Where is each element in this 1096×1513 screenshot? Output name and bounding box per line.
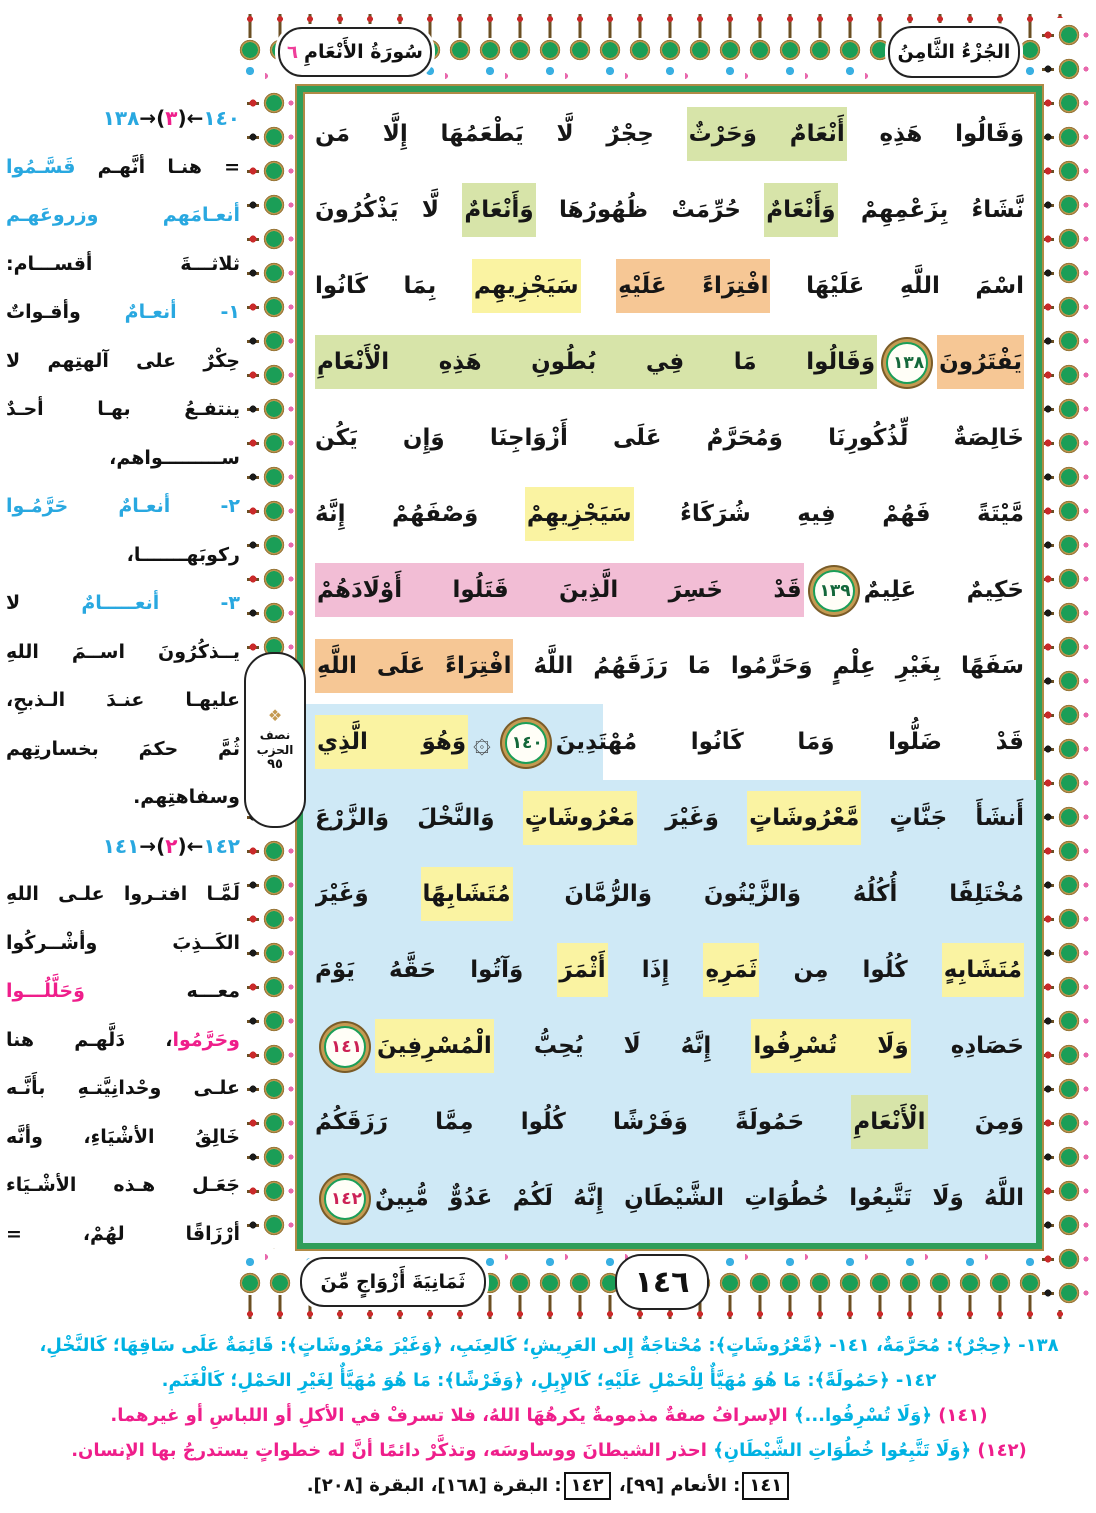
tafsir-segment: ١٤٠: [203, 106, 240, 130]
footnote-segment: (١٤٢): [971, 1440, 1027, 1461]
footnotes: [18, 1328, 1080, 1503]
tafsir-segment: = هنـا أنَّهـم: [75, 155, 240, 178]
quran-line: [315, 172, 1024, 248]
tafsir-segment: خَالِقُ الأشْيَاءِ، وأنَّه: [6, 1125, 240, 1148]
quran-text-segment: وَهُوَ الَّذِي: [315, 715, 468, 769]
quran-text-frame: [297, 86, 1042, 1249]
tafsir-segment: ←(: [177, 106, 204, 130]
tafsir-line: [6, 337, 240, 386]
footnote-line: [18, 1398, 1080, 1433]
tafsir-segment: ركوبَهـــــــا،: [126, 543, 240, 566]
quran-text-segment: وَقَالُوا هَذِهِ: [846, 121, 1024, 147]
juz-title-cartouche: [888, 26, 1020, 78]
tafsir-segment: )→: [139, 833, 166, 858]
quran-line: [315, 476, 1024, 552]
quran-text-segment: وَآتُوا حَقَّهُ يَوْمَ: [315, 957, 558, 983]
tafsir-segment: ←(: [177, 833, 204, 858]
verse-number-medallion: ١٤٠: [505, 722, 547, 764]
quran-text-segment: مُخْتَلِفًا أُكُلُهُ وَالزَّيْتُونَ وَالرُّمَّانَ: [512, 881, 1024, 907]
tafsir-line: [6, 482, 240, 531]
tafsir-line: [6, 967, 240, 1016]
quran-text-segment: سَيَجْزِيهِمْ: [525, 487, 634, 541]
tafsir-segment: ٣- أنعـــــامٌ: [81, 592, 240, 614]
page-number: ١٤٦: [615, 1254, 709, 1310]
quran-line: [315, 324, 1024, 400]
tafsir-line: [6, 1210, 240, 1259]
quran-text-segment: نَّشَاءُ بِزَعْمِهِمْ: [837, 197, 1024, 223]
footnote-segment: (١٤١): [931, 1405, 988, 1426]
tafsir-sidebar: [6, 94, 240, 1258]
tafsir-segment: ثُمَّ حكمَ بخسارتِهم: [6, 737, 240, 760]
footnote-segment: ١٤٢- ﴿حَمُولَةً﴾: مَا هُوَ مُهَيَّأٌ لِلْحَمْلِ عَلَيْهِ؛ كَالإِبِلِ، ﴿وَفَرْشًا﴾: مَا هُوَ مُهَيَّأٌ لِغَيْرِ الحَمْلِ؛ كَالْغَنَمِ.: [161, 1370, 937, 1391]
footnote-segment: ١٣٨- ﴿حِجْرٌ﴾: مُحَرَّمَةٌ، ١٤١- ﴿مَّعْرُوشَاتٍ﴾: مُحْتاجَةٌ إِلى العَرِيشِ؛ كَالعِنَبِ، ﴿وَغَيْرَ مَعْرُوشَاتٍ﴾: قَائِمَةٌ عَلَى سَاقِهَا؛ كَالنَّخْلِ،: [39, 1335, 1059, 1356]
quran-text-segment: مَعْرُوشَاتٍ: [523, 791, 637, 845]
tafsir-segment: ٢: [165, 833, 178, 858]
quran-text: [303, 92, 1036, 1243]
tafsir-line: [6, 870, 240, 919]
quran-text-segment: اللَّهُ وَلَا تَتَّبِعُوا خُطُوَاتِ الشَّيْطَانِ إِنَّهُ لَكُمْ عَدُوٌّ مُّبِينٌ: [375, 1185, 1024, 1211]
tafsir-segment: لَمَّـا افتـروا علـى اللهِ: [6, 883, 240, 905]
tafsir-line: [6, 434, 240, 483]
tafsir-segment: حِكْرٌ على آلهتِهم لا: [6, 349, 240, 372]
quran-text-segment: إِنَّهُ لَا يُحِبُّ: [493, 1033, 752, 1059]
quran-text-segment: الْمُسْرِفِينَ: [375, 1019, 494, 1073]
tafsir-segment: جَعَـل هـذه الأشْـيَاء: [6, 1174, 240, 1196]
quran-text-segment: مُتَشَابِهٍ: [942, 943, 1024, 997]
ornament-strip-right: [1042, 18, 1092, 1310]
footnote-segment: الإسرافُ صفةٌ مذمومةٌ يكرهُهَا اللهُ، فلا تسرفْ في الأكلِ أو اللباسِ أو غيرهما.: [110, 1405, 794, 1426]
verse-number-medallion: ١٤١: [324, 1026, 366, 1068]
quran-text-segment: مَّعْرُوشَاتٍ: [747, 791, 861, 845]
tafsir-line: [6, 94, 240, 143]
footnote-segment: ١٤١: [742, 1472, 789, 1500]
tafsir-segment: عليهـا عنـدَ الـذبحِ،: [6, 689, 240, 711]
quran-line: [315, 248, 1024, 324]
half-hizb-marker: [244, 652, 306, 828]
footnote-segment: : البقرة [١٦٨]، البقرة [٢٠٨].: [306, 1475, 562, 1496]
quran-line: [315, 1084, 1024, 1160]
tafsir-segment: وسفاهتِهم.: [133, 786, 240, 808]
quran-text-segment: وَالنَّخْلَ وَالزَّرْعَ: [315, 805, 523, 831]
quran-text-segment: سَفَهًا بِغَيْرِ عِلْمٍ وَحَرَّمُوا مَا رَزَقَهُمُ اللَّهُ: [513, 653, 1024, 679]
half-hizb-number: ٩٥: [267, 756, 283, 772]
quran-text-segment: مَّيْتَةً فَهُمْ فِيهِ شُرَكَاءُ: [633, 501, 1024, 527]
quran-text-segment: وَأَنْعَامٌ: [462, 183, 535, 237]
surah-title-cartouche: [278, 27, 432, 77]
quran-text-segment: بِمَا كَانُوا: [315, 273, 472, 299]
quran-line: [315, 96, 1024, 172]
quran-text-segment: حَمُولَةً وَفَرْشًا كُلُوا مِمَّا رَزَقَكُمُ: [315, 1109, 852, 1135]
tafsir-segment: ينتفـعُ بهـا أحـدٌ: [6, 398, 240, 420]
catchword-cartouche: [300, 1257, 486, 1307]
quran-text-segment: الْأَنْعَامِ: [851, 1095, 927, 1149]
quran-text-segment: سَيَجْزِيهِم: [472, 259, 581, 313]
catchword-text: ثَمَانِيَةَ أَزْوَاجٍ مِّنَ: [320, 1271, 466, 1293]
quran-text-segment: ثَمَرِهِ: [703, 943, 759, 997]
tafsir-line: [6, 240, 240, 289]
quran-text-segment: حَصَادِهِ: [910, 1033, 1024, 1059]
quran-line: [315, 704, 1024, 780]
tafsir-line: [6, 1016, 240, 1065]
footnote-line: [18, 1468, 1080, 1503]
tafsir-line: [6, 385, 240, 434]
quran-text-segment: مُتَشَابِهًا: [421, 867, 513, 921]
tafsir-segment: ثلاثـــةَ أقســـام:: [6, 252, 240, 275]
quran-text-segment: وَغَيْرَ: [315, 881, 421, 907]
tafsir-segment: وَحَلَّلُـــوا: [6, 980, 85, 1002]
tafsir-segment: وحَرَّمُوا: [172, 1028, 240, 1051]
tafsir-segment: الكَــذِبَ وأشْــركُوا: [6, 931, 240, 954]
quran-line: [315, 856, 1024, 932]
quran-text-segment: قَدْ ضَلُّوا وَمَا كَانُوا مُهْتَدِينَ: [555, 729, 1024, 755]
tafsir-segment: ســـــــــواهم،: [109, 446, 240, 469]
ornament-icon: ❖: [267, 705, 283, 725]
footnote-segment: احذر الشيطانَ ووساوسَه، وتذكَّرْ دائمًا أنَّ له خطواتٍ يستدرجُ بها الإنسان.: [71, 1440, 714, 1461]
tafsir-line: [6, 919, 240, 968]
quran-text-segment: أَثْمَرَ: [557, 943, 607, 997]
quran-text-segment: خَالِصَةٌ لِّذُكُورِنَا وَمُحَرَّمٌ عَلَى أَزْوَاجِنَا وَإِن يَكُن: [315, 425, 1024, 451]
footnote-line: [18, 1328, 1080, 1363]
tafsir-line: [6, 579, 240, 628]
quran-line: [315, 1160, 1024, 1236]
quran-text-segment: اسْمَ اللَّهِ عَلَيْهَا: [770, 273, 1024, 299]
quran-text-segment: كُلُوا مِن: [759, 957, 942, 983]
quran-text-segment: افْتِرَاءً عَلَيْهِ: [616, 259, 770, 313]
tafsir-segment: ١- أنعـامٌ: [124, 301, 240, 323]
quran-text-segment: حَكِيمٌ عَلِيمٌ: [863, 577, 1024, 603]
tafsir-line: [6, 773, 240, 822]
tafsir-line: [6, 143, 240, 192]
tafsir-line: [6, 628, 240, 677]
quran-text-segment: [581, 273, 617, 299]
quran-line: [315, 400, 1024, 476]
quran-text-segment: قَدْ خَسِرَ الَّذِينَ قَتَلُوا أَوْلَادَهُمْ: [315, 563, 804, 617]
verse-number-medallion: ١٣٩: [813, 570, 855, 612]
tafsir-line: [6, 191, 240, 240]
half-hizb-label-1: نصف: [259, 727, 291, 742]
tafsir-segment: قَسَّـمُوا: [6, 155, 76, 178]
tafsir-line: [6, 676, 240, 725]
tafsir-segment: ، دَلَّهـم هنا: [6, 1028, 173, 1051]
tafsir-line: [6, 531, 240, 580]
quran-text-segment: حِجْرٌ لَّا يَطْعَمُهَا إِلَّا مَن: [315, 121, 687, 147]
quran-line: [315, 552, 1024, 628]
footnote-line: [18, 1363, 1080, 1398]
half-hizb-label-2: الحزب: [256, 742, 294, 757]
tafsir-segment: ١٣٨: [102, 106, 140, 130]
quran-text-segment: وَأَنْعَامٌ: [764, 183, 837, 237]
quran-line: [315, 628, 1024, 704]
tafsir-segment: وأقـواتٌ: [6, 301, 125, 323]
tafsir-segment: ٣: [165, 106, 178, 130]
tafsir-segment: علـى وحْدانِيَّتـهِ بأَنَّـه: [6, 1077, 240, 1099]
verse-number-medallion: ١٣٨: [886, 342, 928, 384]
quran-text-segment: أَنْعَامٌ وَحَرْثٌ: [687, 107, 847, 161]
tafsir-segment: ١٤١: [102, 833, 140, 858]
footnote-line: [18, 1433, 1080, 1468]
quran-text-segment: إِذَا: [607, 957, 704, 983]
quran-text-segment: حُرِّمَتْ ظُهُورُهَا: [535, 197, 765, 223]
quran-text-segment: وَمِنَ: [927, 1109, 1024, 1135]
tafsir-segment: )→: [139, 106, 166, 130]
surah-number: ٦: [287, 41, 299, 63]
juz-title: الجُزْءُ الثَّامِنُ: [897, 41, 1011, 63]
tafsir-line: [6, 1113, 240, 1162]
quran-text-segment: لَّا يَذْكُرُونَ: [315, 197, 463, 223]
tafsir-segment: معـــه: [84, 980, 240, 1002]
quran-text-segment: وَلَا تُسْرِفُوا: [751, 1019, 910, 1073]
quran-line: [315, 1008, 1024, 1084]
verse-number-medallion: ١٤٢: [324, 1178, 366, 1220]
quran-text-segment: أَنشَأَ جَنَّاتٍ: [861, 805, 1024, 831]
tafsir-line: [6, 822, 240, 871]
tafsir-segment: أنعـامَهم وزروعَهـم: [6, 204, 240, 226]
quran-line: [315, 932, 1024, 1008]
tafsir-line: [6, 288, 240, 337]
surah-title: سُورَةُ الأَنْعَامِ: [304, 41, 423, 63]
quran-text-segment: افْتِرَاءً عَلَى اللَّهِ: [315, 639, 513, 693]
footnote-segment: ﴿وَلَا تَتَّبِعُوا خُطُوَاتِ الشَّيْطَانِ﴾: [713, 1440, 972, 1461]
rub-el-hizb-icon: ۞: [473, 724, 491, 760]
tafsir-segment: ١٤٢: [203, 833, 240, 858]
footnote-segment: ﴿وَلَا تُسْرِفُوا...﴾: [793, 1405, 932, 1426]
tafsir-line: [6, 1161, 240, 1210]
quran-line: [315, 780, 1024, 856]
tafsir-segment: ٢- أنعـامٌ حَرَّمُـوا: [6, 495, 240, 517]
tafsir-segment: يــذكُرُونَ اســمَ اللهِ: [6, 640, 240, 663]
footnote-segment: : الأنعام [٩٩]،: [612, 1475, 741, 1496]
footnote-segment: ١٤٢: [564, 1472, 611, 1500]
quran-text-segment: وَصْفَهُمْ إِنَّهُ: [315, 501, 525, 527]
quran-text-segment: وَغَيْرَ: [637, 805, 748, 831]
quran-text-segment: يَفْتَرُونَ: [937, 335, 1024, 389]
tafsir-segment: لا: [6, 592, 82, 614]
tafsir-segment: أرْزَاقًا لهُمْ، =: [6, 1222, 240, 1245]
quran-text-segment: وَقَالُوا مَا فِي بُطُونِ هَذِهِ الْأَنْعَامِ: [315, 335, 877, 389]
tafsir-line: [6, 725, 240, 774]
tafsir-line: [6, 1064, 240, 1113]
